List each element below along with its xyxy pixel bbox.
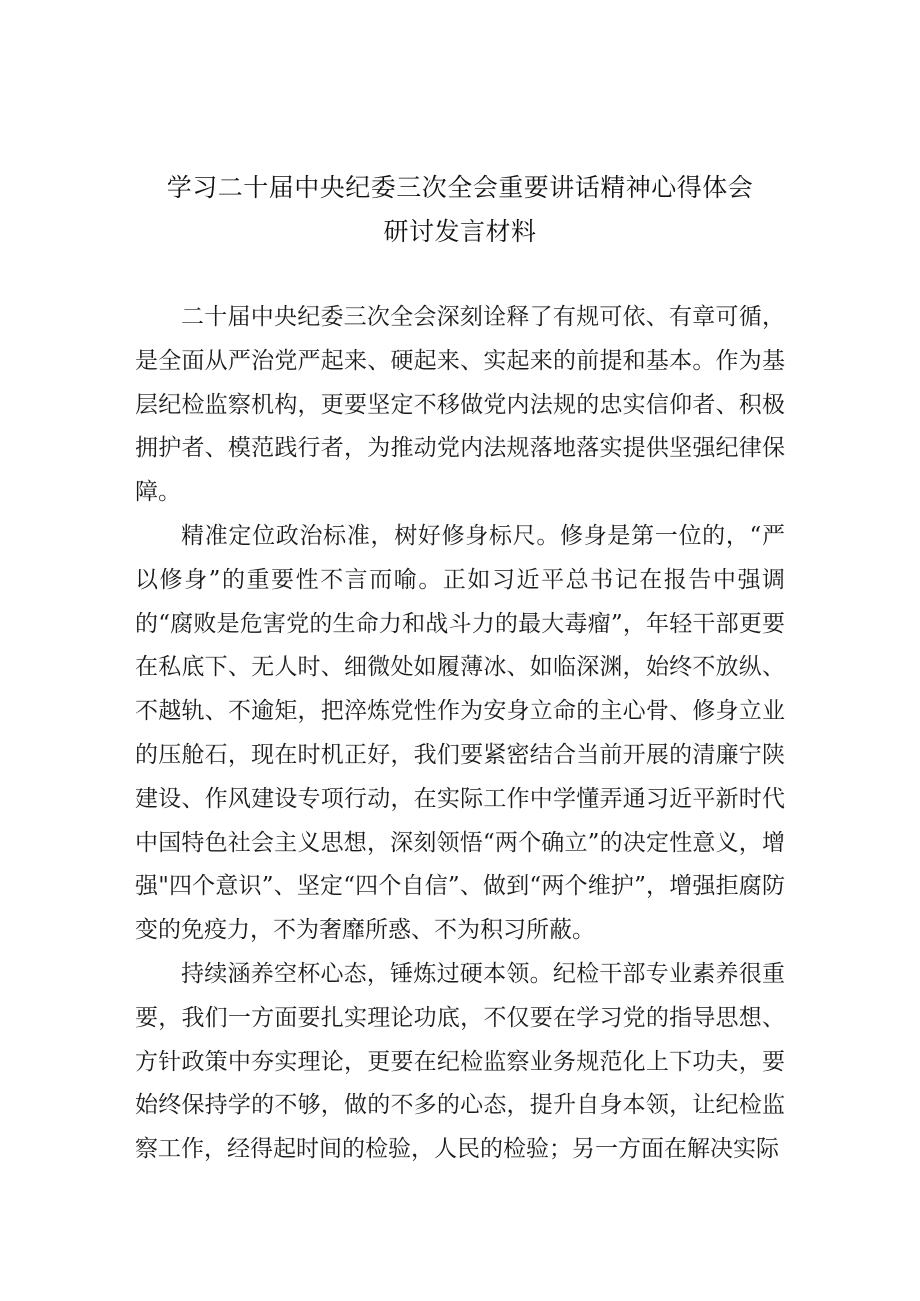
- document-body: [135, 296, 785, 1172]
- title-line-sub: 研讨发言材料: [383, 217, 537, 246]
- paragraph-professional-skills: 持续涵养空杯心态，锤炼过硬本领。纪检干部专业素养很重要，我们一方面要扎实理论功底，不仅要在学习党的指导思想、方针政策中夯实理论，更要在纪检监察业务规范化上下功夫，要始终保持学的不够，做的不多的心态，提升自身本领，让纪检监察工作，经得起时间的检验，人民的检验；另一方面在解决实际: [135, 960, 785, 1163]
- paragraph-political-standard: 精准定位政治标准，树好修身标尺。修身是第一位的，“严以修身”的重要性不言而喻。正如习近平总书记在报告中强调的“腐败是危害党的生命力和战斗力的最大毒瘤”，年轻干部更要在私底下、无人时、细微处如履薄冰、如临深渊，始终不放纵、不越轨、不逾矩，把淬炼党性作为安身立命的主心骨、修身立业的压舱石，现在时机正好，我们要紧密结合当前开展的清廉宁陕建设、作风建设专项行动，在实际工作中学懂弄通习近平新时代中国特色社会主义思想，深刻领悟“两个确立”的决定性意义，增强"四个意识”、坚定“四个自信”、做到“两个维护”，增强拒腐防变的免疫力，不为奢靡所惑、不为积习所蔽。: [135, 522, 785, 944]
- document-title: [0, 166, 920, 254]
- paragraph-intro: 二十届中央纪委三次全会深刻诠释了有规可依、有章可循，是全面从严治党严起来、硬起来、实起来的前提和基本。作为基层纪检监察机构，更要坚定不移做党内法规的忠实信仰者、积极拥护者、模范践行者，为推动党内法规落地落实提供坚强纪律保障。: [135, 304, 785, 506]
- title-line-main: 学习二十届中央纪委三次全会重要讲话精神心得体会: [166, 173, 754, 202]
